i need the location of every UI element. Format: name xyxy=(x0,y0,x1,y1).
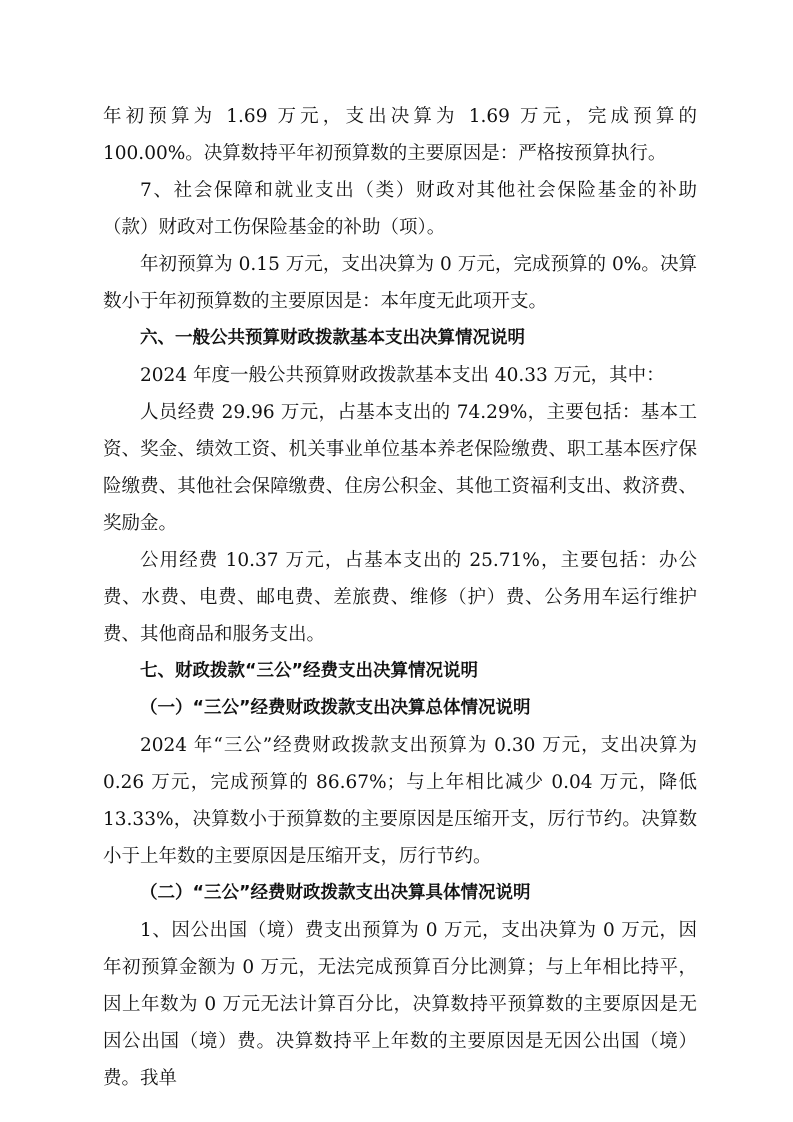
subsection-heading-2: （二）“三公”经费财政拨款支出决算具体情况说明 xyxy=(140,883,531,903)
paragraph-item-7: 7、社会保障和就业支出（类）财政对其他社会保险基金的补助（款）财政对工伤保险基金的补助（项）。 xyxy=(103,180,697,238)
subsection-heading-1: （一）“三公”经费财政拨款支出决算总体情况说明 xyxy=(140,698,531,718)
paragraph-three-public-overall: 2024 年“三公”经费财政拨款支出预算为 0.30 万元，支出决算为 0.26 万元，完成预算的 86.67%；与上年相比减少 0.04 万元，降低 13.33%，决算数小于预算数的主要原因是压缩开支，厉行节约。决算数小于上年数的主要原因是压缩开支，厉行节约。 xyxy=(103,735,697,867)
paragraph-basic-expenditure: 2024 年度一般公共预算财政拨款基本支出 40.33 万元，其中： xyxy=(140,365,665,386)
section-heading-6: 六、一般公共预算财政拨款基本支出决算情况说明 xyxy=(140,328,525,348)
document-page xyxy=(103,98,697,1097)
paragraph-public-expenses: 公用经费 10.37 万元，占基本支出的 25.71%，主要包括：办公费、水费、电费、邮电费、差旅费、维修（护）费、公务用车运行维护费、其他商品和服务支出。 xyxy=(103,550,697,645)
paragraph-budget-completion: 年初预算为 1.69 万元，支出决算为 1.69 万元，完成预算的 100.00%。决算数持平年初预算数的主要原因是：严格按预算执行。 xyxy=(103,106,697,164)
paragraph-personnel-expenses: 人员经费 29.96 万元，占基本支出的 74.29%，主要包括：基本工资、奖金、绩效工资、机关事业单位基本养老保险缴费、职工基本医疗保险缴费、其他社会保障缴费、住房公积金、其他工资福利支出、救济费、奖励金。 xyxy=(103,402,697,534)
paragraph-item-7-budget: 年初预算为 0.15 万元，支出决算为 0 万元，完成预算的 0%。决算数小于年初预算数的主要原因是：本年度无此项开支。 xyxy=(103,254,697,312)
section-heading-7: 七、财政拨款“三公”经费支出决算情况说明 xyxy=(140,661,479,681)
paragraph-overseas-travel: 1、因公出国（境）费支出预算为 0 万元，支出决算为 0 万元，因年初预算金额为 0 万元，无法完成预算百分比测算；与上年相比持平，因上年数为 0 万元无法计算百分比，决算数持平预算数的主要原因是无因公出国（境）费。决算数持平上年数的主要原因是无因公出国（境）费。我单 xyxy=(103,920,697,1089)
